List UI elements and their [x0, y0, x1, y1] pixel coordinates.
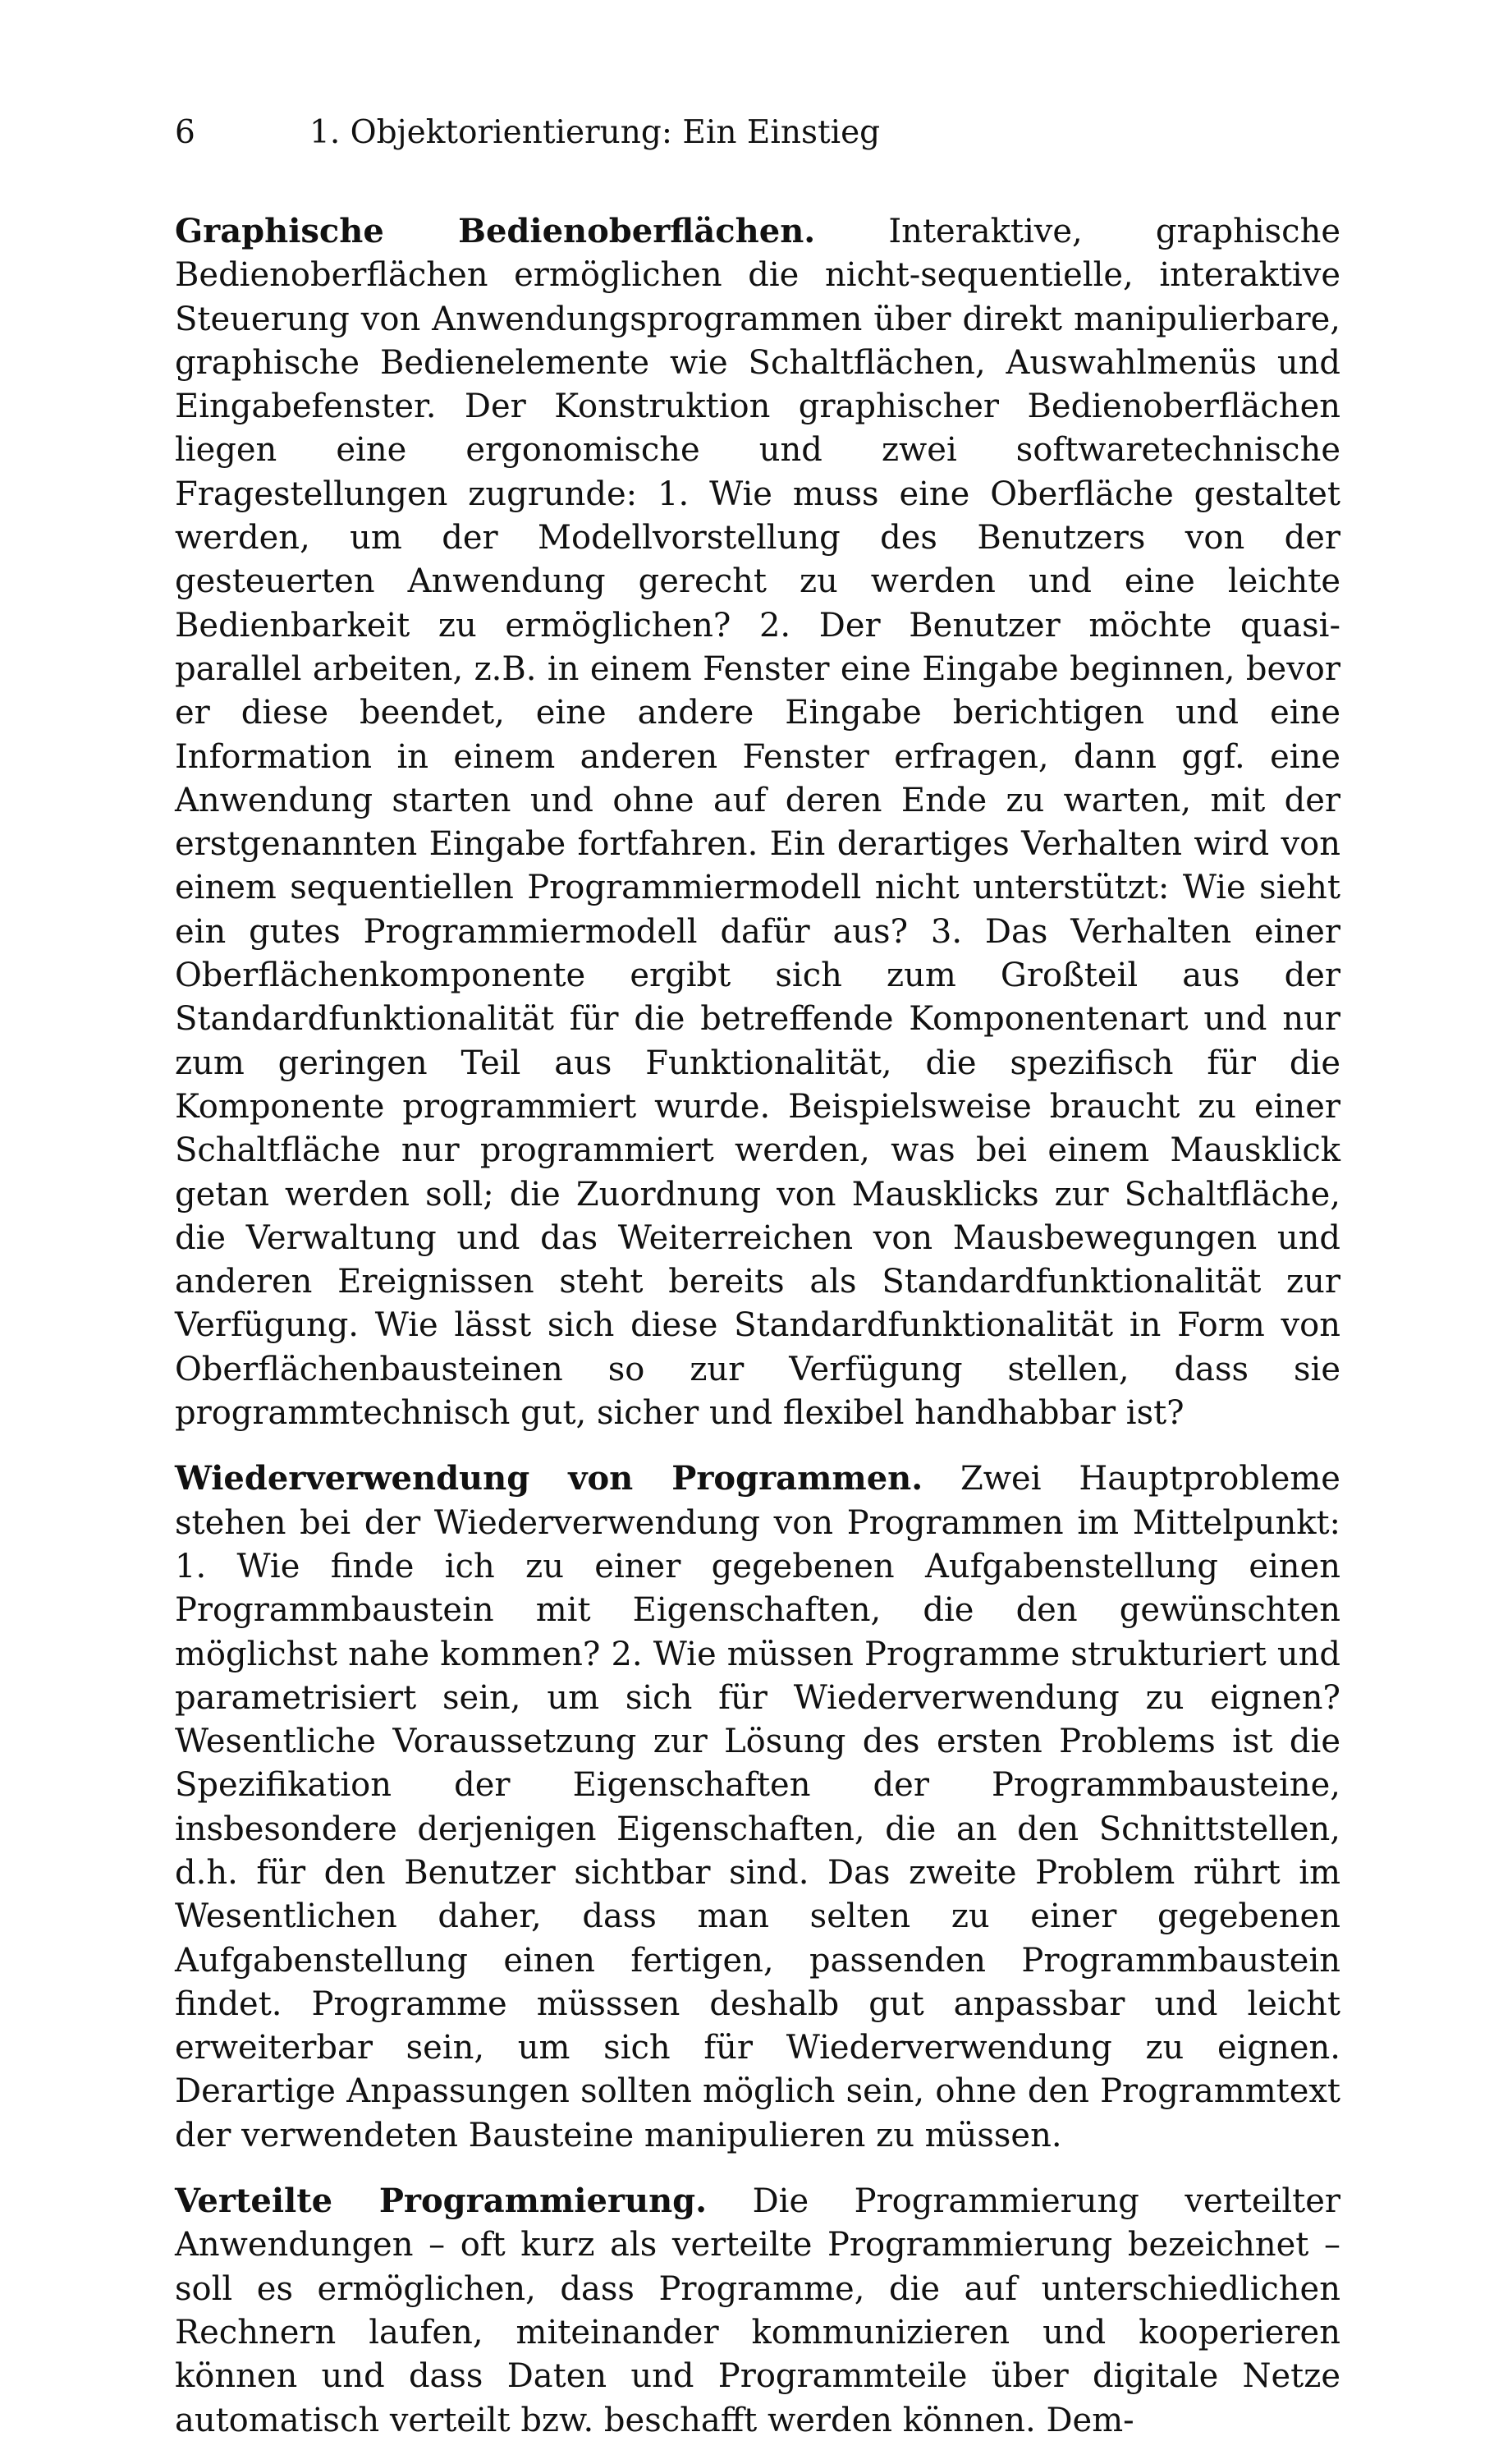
section-text: Die Programmierung verteilter Anwendungen – oft kurz als verteilte Programmierung bezeichnet – soll es ermöglichen, dass Programme, die auf unterschiedlichen Rechnern laufen, miteinander kommunizieren und kooperieren können und dass Daten und Programmteile über digitale Netze automatisch verteilt bzw. beschafft werden können. Dem-	[175, 2182, 1340, 2439]
section-verteilte-programmierung	[175, 2179, 1340, 2443]
section-wiederverwendung	[175, 1457, 1340, 2158]
section-graphische-bedienoberflaechen	[175, 209, 1340, 1435]
section-heading: Verteilte Programmierung.	[175, 2182, 708, 2221]
section-text: Interaktive, graphische Bedienoberflächen ermöglichen die nicht-sequentielle, interaktive Steuerung von Anwendungsprogrammen über direkt manipulierbare, graphische Bedienelemente wie Schaltflächen, Auswahlmenüs und Eingabefenster. Der Konstruktion graphischer Bedienoberflächen liegen eine ergonomische und zwei softwaretechnische Fragestellungen zugrunde: 1. Wie muss eine Oberfläche gestaltet werden, um der Modellvorstellung des Benutzers von der gesteuerten Anwendung gerecht zu werden und eine leichte Bedienbarkeit zu ermöglichen? 2. Der Benutzer möchte quasi-parallel arbeiten, z.B. in einem Fenster eine Eingabe beginnen, bevor er diese beendet, eine andere Eingabe berichtigen und eine Information in einem anderen Fenster erfragen, dann ggf. eine Anwendung starten und ohne auf deren Ende zu warten, mit der erstgenannten Eingabe fortfahren. Ein derartiges Verhalten wird von einem sequentiellen Programmiermodell nicht unterstützt: Wie sieht ein gutes Programmiermodell dafür aus? 3. Das Verhalten einer Oberflächenkomponente ergibt sich zum Großteil aus der Standardfunktionalität für die betreffende Komponentenart und nur zum geringen Teil aus Funktionalität, die spezifisch für die Komponente programmiert wurde. Beispielsweise braucht zu einer Schaltfläche nur programmiert werden, was bei einem Mausklick getan werden soll; die Zuordnung von Mausklicks zur Schaltfläche, die Verwaltung und das Weiterreichen von Mausbewegungen und anderen Ereignissen steht bereits als Standardfunktionalität zur Verfügung. Wie lässt sich diese Standardfunktionalität in Form von Oberflächenbausteinen so zur Verfügung stellen, dass sie programmtechnisch gut, sicher und flexibel handhabbar ist?	[175, 213, 1341, 1433]
running-head	[175, 108, 1339, 158]
chapter-title: 1. Objektorientierung: Ein Einstieg	[309, 114, 881, 151]
section-text: Zwei Hauptprobleme stehen bei der Wiederverwendung von Programmen im Mittelpunkt: 1. Wie finde ich zu einer gegebenen Aufgabenstellung einen Programmbaustein mit Eigenschaften, die den gewünschten möglichst nahe kommen? 2. Wie müssen Programme strukturiert und parametrisiert sein, um sich für Wiederverwendung zu eignen? Wesentliche Voraussetzung zur Lösung des ersten Problems ist die Spezifikation der Eigenschaften der Programmbausteine, insbesondere derjenigen Eigenschaften, die an den Schnittstellen, d.h. für den Benutzer sichtbar sind. Das zweite Problem rührt im Wesentlichen daher, dass man selten zu einer gegebenen Aufgabenstellung einen fertigen, passenden Programmbaustein findet. Programme müsssen deshalb gut anpassbar und leicht erweiterbar sein, um sich für Wiederverwendung zu eignen. Derartige Anpassungen sollten möglich sein, ohne den Programmtext der verwendeten Bausteine manipulieren zu müssen.	[175, 1460, 1340, 2154]
body-text	[175, 209, 1340, 2464]
page-number: 6	[175, 114, 195, 151]
section-heading: Wiederverwendung von Programmen.	[175, 1459, 923, 1498]
section-heading: Graphische Bedienoberflächen.	[175, 212, 816, 250]
